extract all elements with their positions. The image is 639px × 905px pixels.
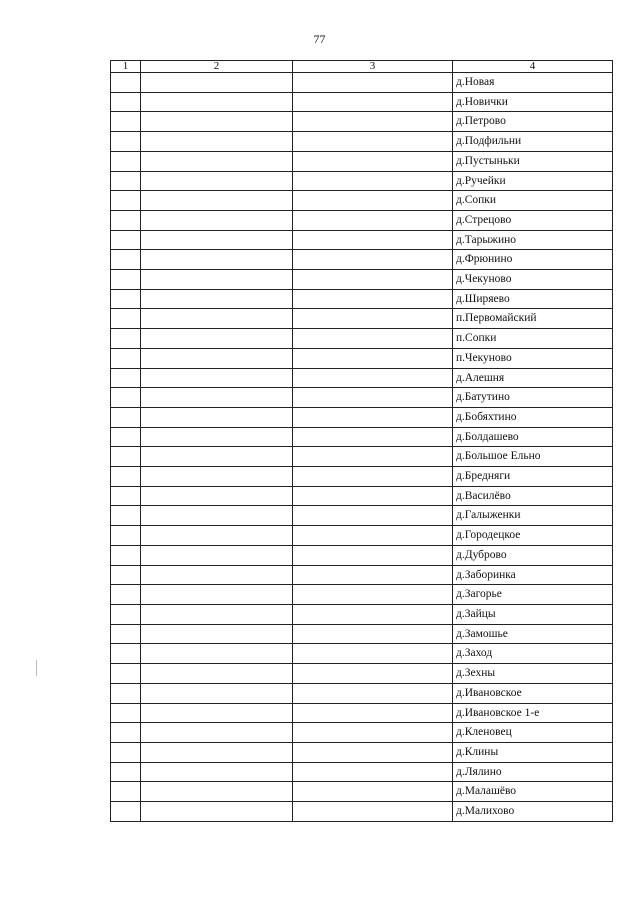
empty-cell-col-3 bbox=[293, 506, 453, 526]
table-row bbox=[111, 270, 613, 290]
empty-cell-col-3 bbox=[293, 289, 453, 309]
settlement-name: д.Клины bbox=[453, 742, 613, 762]
empty-cell-col-1 bbox=[111, 526, 141, 546]
settlement-name: д.Ивановское 1-е bbox=[453, 703, 613, 723]
empty-cell-col-2 bbox=[141, 486, 293, 506]
empty-cell-col-3 bbox=[293, 388, 453, 408]
table-row bbox=[111, 467, 613, 487]
empty-cell-col-3 bbox=[293, 604, 453, 624]
empty-cell-col-3 bbox=[293, 270, 453, 290]
empty-cell-col-1 bbox=[111, 742, 141, 762]
settlement-name: д.Сопки bbox=[453, 191, 613, 211]
table-row bbox=[111, 802, 613, 822]
empty-cell-col-2 bbox=[141, 703, 293, 723]
table-row bbox=[111, 191, 613, 211]
empty-cell-col-3 bbox=[293, 151, 453, 171]
table-row bbox=[111, 486, 613, 506]
empty-cell-col-1 bbox=[111, 368, 141, 388]
table-row bbox=[111, 624, 613, 644]
empty-cell-col-1 bbox=[111, 329, 141, 349]
empty-cell-col-2 bbox=[141, 447, 293, 467]
table-row bbox=[111, 604, 613, 624]
empty-cell-col-1 bbox=[111, 92, 141, 112]
table-row bbox=[111, 526, 613, 546]
empty-cell-col-1 bbox=[111, 309, 141, 329]
empty-cell-col-3 bbox=[293, 683, 453, 703]
empty-cell-col-2 bbox=[141, 309, 293, 329]
empty-cell-col-3 bbox=[293, 565, 453, 585]
empty-cell-col-1 bbox=[111, 585, 141, 605]
settlement-name: д.Замошье bbox=[453, 624, 613, 644]
table-body bbox=[111, 73, 613, 822]
empty-cell-col-1 bbox=[111, 250, 141, 270]
table-row bbox=[111, 723, 613, 743]
table-row bbox=[111, 348, 613, 368]
empty-cell-col-2 bbox=[141, 624, 293, 644]
empty-cell-col-2 bbox=[141, 526, 293, 546]
empty-cell-col-2 bbox=[141, 506, 293, 526]
empty-cell-col-1 bbox=[111, 210, 141, 230]
table-row bbox=[111, 210, 613, 230]
empty-cell-col-2 bbox=[141, 545, 293, 565]
empty-cell-col-2 bbox=[141, 407, 293, 427]
settlement-name: д.Большое Ельно bbox=[453, 447, 613, 467]
table-row bbox=[111, 250, 613, 270]
empty-cell-col-3 bbox=[293, 230, 453, 250]
settlement-name: д.Галыженки bbox=[453, 506, 613, 526]
empty-cell-col-1 bbox=[111, 545, 141, 565]
empty-cell-col-1 bbox=[111, 762, 141, 782]
settlement-name: д.Дуброво bbox=[453, 545, 613, 565]
settlement-name: д.Чекуново bbox=[453, 270, 613, 290]
page-number: 77 bbox=[313, 32, 326, 46]
table-row bbox=[111, 782, 613, 802]
empty-cell-col-3 bbox=[293, 585, 453, 605]
table-row bbox=[111, 703, 613, 723]
settlement-name: п.Сопки bbox=[453, 329, 613, 349]
empty-cell-col-1 bbox=[111, 270, 141, 290]
settlement-name: д.Болдашево bbox=[453, 427, 613, 447]
empty-cell-col-1 bbox=[111, 447, 141, 467]
empty-cell-col-3 bbox=[293, 171, 453, 191]
settlement-name: д.Заход bbox=[453, 644, 613, 664]
empty-cell-col-1 bbox=[111, 644, 141, 664]
empty-cell-col-2 bbox=[141, 348, 293, 368]
table-row bbox=[111, 151, 613, 171]
table-row bbox=[111, 368, 613, 388]
empty-cell-col-2 bbox=[141, 644, 293, 664]
column-header-1: 1 bbox=[111, 61, 141, 73]
table-row bbox=[111, 506, 613, 526]
empty-cell-col-3 bbox=[293, 703, 453, 723]
settlement-name: д.Новая bbox=[453, 73, 613, 93]
empty-cell-col-2 bbox=[141, 92, 293, 112]
empty-cell-col-1 bbox=[111, 191, 141, 211]
empty-cell-col-1 bbox=[111, 348, 141, 368]
empty-cell-col-2 bbox=[141, 762, 293, 782]
empty-cell-col-3 bbox=[293, 447, 453, 467]
empty-cell-col-3 bbox=[293, 112, 453, 132]
empty-cell-col-1 bbox=[111, 467, 141, 487]
table-row bbox=[111, 427, 613, 447]
empty-cell-col-2 bbox=[141, 270, 293, 290]
settlement-name: д.Алешня bbox=[453, 368, 613, 388]
empty-cell-col-2 bbox=[141, 565, 293, 585]
empty-cell-col-2 bbox=[141, 782, 293, 802]
empty-cell-col-2 bbox=[141, 151, 293, 171]
empty-cell-col-1 bbox=[111, 73, 141, 93]
column-header-2: 2 bbox=[141, 61, 293, 73]
settlement-name: д.Пустыньки bbox=[453, 151, 613, 171]
empty-cell-col-1 bbox=[111, 723, 141, 743]
empty-cell-col-2 bbox=[141, 230, 293, 250]
empty-cell-col-1 bbox=[111, 486, 141, 506]
empty-cell-col-1 bbox=[111, 565, 141, 585]
settlement-name: п.Первомайский bbox=[453, 309, 613, 329]
empty-cell-col-1 bbox=[111, 664, 141, 684]
margin-mark bbox=[36, 660, 37, 676]
settlement-name: д.Зайцы bbox=[453, 604, 613, 624]
empty-cell-col-1 bbox=[111, 289, 141, 309]
empty-cell-col-3 bbox=[293, 762, 453, 782]
empty-cell-col-3 bbox=[293, 73, 453, 93]
empty-cell-col-1 bbox=[111, 112, 141, 132]
empty-cell-col-1 bbox=[111, 407, 141, 427]
settlement-name: д.Заборинка bbox=[453, 565, 613, 585]
empty-cell-col-3 bbox=[293, 624, 453, 644]
empty-cell-col-3 bbox=[293, 329, 453, 349]
empty-cell-col-2 bbox=[141, 368, 293, 388]
empty-cell-col-1 bbox=[111, 506, 141, 526]
table-header bbox=[111, 61, 613, 73]
empty-cell-col-3 bbox=[293, 210, 453, 230]
table-row bbox=[111, 329, 613, 349]
table-row bbox=[111, 230, 613, 250]
table-row bbox=[111, 112, 613, 132]
table-row bbox=[111, 309, 613, 329]
settlement-name: д.Подфильни bbox=[453, 132, 613, 152]
settlement-name: д.Петрово bbox=[453, 112, 613, 132]
empty-cell-col-1 bbox=[111, 427, 141, 447]
empty-cell-col-3 bbox=[293, 407, 453, 427]
table-row bbox=[111, 289, 613, 309]
table-row bbox=[111, 407, 613, 427]
empty-cell-col-1 bbox=[111, 151, 141, 171]
settlement-name: д.Малашёво bbox=[453, 782, 613, 802]
empty-cell-col-3 bbox=[293, 782, 453, 802]
settlement-name: д.Бобяхтино bbox=[453, 407, 613, 427]
empty-cell-col-3 bbox=[293, 132, 453, 152]
empty-cell-col-2 bbox=[141, 604, 293, 624]
table-row bbox=[111, 545, 613, 565]
empty-cell-col-3 bbox=[293, 802, 453, 822]
empty-cell-col-3 bbox=[293, 309, 453, 329]
empty-cell-col-3 bbox=[293, 644, 453, 664]
empty-cell-col-2 bbox=[141, 210, 293, 230]
table-row bbox=[111, 644, 613, 664]
table-row bbox=[111, 171, 613, 191]
table-row bbox=[111, 73, 613, 93]
empty-cell-col-3 bbox=[293, 427, 453, 447]
settlement-name: д.Фрюнино bbox=[453, 250, 613, 270]
settlements-table bbox=[110, 60, 613, 822]
table-row bbox=[111, 565, 613, 585]
empty-cell-col-2 bbox=[141, 467, 293, 487]
empty-cell-col-1 bbox=[111, 683, 141, 703]
empty-cell-col-2 bbox=[141, 664, 293, 684]
table-row bbox=[111, 447, 613, 467]
empty-cell-col-2 bbox=[141, 329, 293, 349]
empty-cell-col-1 bbox=[111, 388, 141, 408]
empty-cell-col-3 bbox=[293, 368, 453, 388]
empty-cell-col-3 bbox=[293, 467, 453, 487]
empty-cell-col-1 bbox=[111, 802, 141, 822]
empty-cell-col-1 bbox=[111, 782, 141, 802]
empty-cell-col-3 bbox=[293, 92, 453, 112]
settlement-name: д.Василёво bbox=[453, 486, 613, 506]
empty-cell-col-1 bbox=[111, 703, 141, 723]
table-row bbox=[111, 664, 613, 684]
empty-cell-col-2 bbox=[141, 112, 293, 132]
empty-cell-col-2 bbox=[141, 289, 293, 309]
empty-cell-col-1 bbox=[111, 624, 141, 644]
empty-cell-col-2 bbox=[141, 683, 293, 703]
empty-cell-col-3 bbox=[293, 526, 453, 546]
empty-cell-col-1 bbox=[111, 604, 141, 624]
empty-cell-col-2 bbox=[141, 250, 293, 270]
column-header-4: 4 bbox=[453, 61, 613, 73]
empty-cell-col-3 bbox=[293, 348, 453, 368]
settlement-name: д.Загорье bbox=[453, 585, 613, 605]
settlement-name: д.Лялино bbox=[453, 762, 613, 782]
settlement-name: д.Ивановское bbox=[453, 683, 613, 703]
settlement-name: д.Городецкое bbox=[453, 526, 613, 546]
settlement-name: п.Чекуново bbox=[453, 348, 613, 368]
settlement-name: д.Ручейки bbox=[453, 171, 613, 191]
table-row bbox=[111, 762, 613, 782]
settlement-name: д.Малихово bbox=[453, 802, 613, 822]
empty-cell-col-3 bbox=[293, 486, 453, 506]
settlement-name: д.Бредняги bbox=[453, 467, 613, 487]
table-row bbox=[111, 683, 613, 703]
settlement-name: д.Ширяево bbox=[453, 289, 613, 309]
empty-cell-col-3 bbox=[293, 250, 453, 270]
empty-cell-col-3 bbox=[293, 742, 453, 762]
empty-cell-col-1 bbox=[111, 171, 141, 191]
empty-cell-col-2 bbox=[141, 427, 293, 447]
table-row bbox=[111, 388, 613, 408]
empty-cell-col-3 bbox=[293, 545, 453, 565]
empty-cell-col-2 bbox=[141, 388, 293, 408]
table-row bbox=[111, 92, 613, 112]
empty-cell-col-2 bbox=[141, 742, 293, 762]
column-header-3: 3 bbox=[293, 61, 453, 73]
settlement-name: д.Стрецово bbox=[453, 210, 613, 230]
empty-cell-col-3 bbox=[293, 723, 453, 743]
settlement-name: д.Зехны bbox=[453, 664, 613, 684]
table-row bbox=[111, 132, 613, 152]
empty-cell-col-1 bbox=[111, 132, 141, 152]
settlement-name: д.Тарыжино bbox=[453, 230, 613, 250]
empty-cell-col-2 bbox=[141, 171, 293, 191]
table-row bbox=[111, 585, 613, 605]
empty-cell-col-2 bbox=[141, 802, 293, 822]
empty-cell-col-2 bbox=[141, 723, 293, 743]
empty-cell-col-2 bbox=[141, 73, 293, 93]
empty-cell-col-1 bbox=[111, 230, 141, 250]
empty-cell-col-3 bbox=[293, 191, 453, 211]
table-row bbox=[111, 742, 613, 762]
table-header-row bbox=[111, 61, 613, 73]
empty-cell-col-2 bbox=[141, 132, 293, 152]
settlement-name: д.Батутино bbox=[453, 388, 613, 408]
empty-cell-col-2 bbox=[141, 585, 293, 605]
settlement-name: д.Кленовец bbox=[453, 723, 613, 743]
settlement-name: д.Новички bbox=[453, 92, 613, 112]
empty-cell-col-3 bbox=[293, 664, 453, 684]
empty-cell-col-2 bbox=[141, 191, 293, 211]
